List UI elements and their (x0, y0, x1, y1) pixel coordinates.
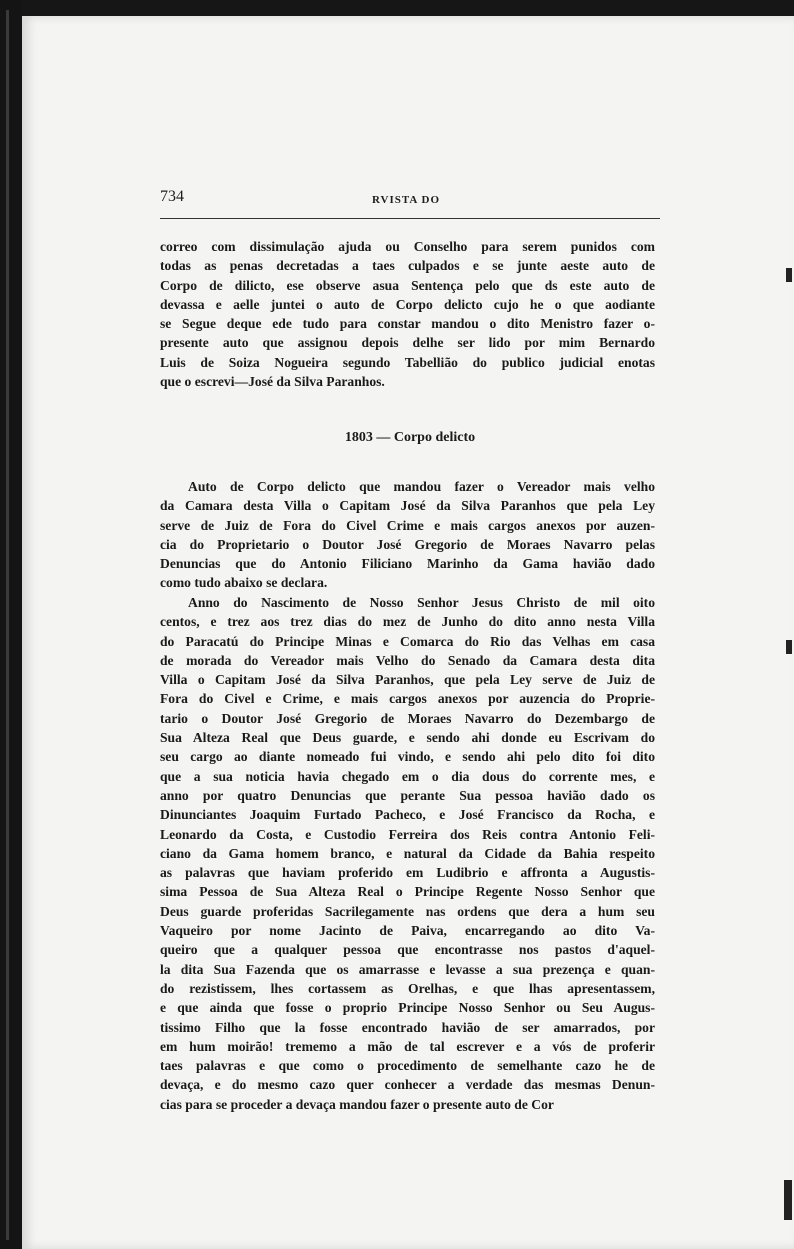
text-line: devaça, e do mesmo cazo quer conhecer a verdade das mesmas Denun- (160, 1077, 655, 1093)
text-line: se Segue deque ede tudo para constar mandou o dito Menistro fazer o- (160, 316, 655, 332)
text-line: Auto de Corpo delicto que mandou fazer o Vereador mais velho (188, 479, 655, 494)
page-header (160, 188, 660, 218)
text-line: da Camara desta Villa o Capitam José da Silva Paranhos que pela Ley (160, 498, 655, 514)
running-head: RVISTA DO (372, 194, 441, 206)
text-line: Sua Alteza Real que Deus guarde, e sendo ahi donde eu Escrivam do (160, 730, 655, 746)
text-line: tissimo Filho que la fosse encontrado havião de ser amarrados, por (160, 1019, 655, 1035)
page-number: 734 (160, 188, 184, 205)
paragraph-1 (160, 237, 655, 391)
text-line: Vaqueiro por nome Jacinto de Paiva, encarregando ao dito Va- (160, 923, 655, 939)
text-line: ciano da Gama homem branco, e natural da Cidade da Bahia respeito (160, 845, 655, 861)
text-line: Villa o Capitam José da Silva Paranhos, que pela Ley serve de Juiz de (160, 672, 655, 688)
text-line: seu cargo ao diante nomeado fui vindo, e sendo ahi pelo dito foi dito (160, 749, 655, 765)
text-line: anno por quatro Denuncias que perante Sua pessoa havião dado os (160, 787, 655, 803)
text-line: taes palavras e que como o procedimento de semelhante cazo he de (160, 1058, 655, 1074)
text-line: queiro que a qualquer pessoa que encontrasse nos pastos d'aquel- (160, 942, 655, 958)
text-line: de morada do Vereador mais Velho do Senado da Camara desta dita (160, 652, 655, 668)
scan-left-border (0, 0, 22, 1249)
text-line: cias para se proceder a devaça mandou fazer o presente auto de Cor (160, 1096, 554, 1112)
text-line: Anno do Nascimento de Nosso Senhor Jesus Christo de mil oito (188, 595, 655, 610)
paragraph-2 (160, 477, 655, 593)
text-line: Deus guarde proferidas Sacrilegamente nas ordens que dera a hum seu (160, 903, 655, 919)
text-line: centos, e trez aos trez dias do mez de Junho do dito anno nesta Villa (160, 614, 655, 630)
text-line: do Paracatú do Principe Minas e Comarca do Rio das Velhas em casa (160, 633, 655, 649)
text-line: Fora do Civel e Crime, e mais cargos anexos por auzencia do Proprie- (160, 691, 655, 707)
scan-right-marks (774, 0, 794, 1249)
text-line: presente auto que assignou depois delhe ser lido por mim Bernardo (160, 335, 655, 351)
text-line: Denuncias que do Antonio Filiciano Marinho da Gama havião dado (160, 556, 655, 572)
text-line: que a sua noticia havia chegado em o dia dous do corrente mes, e (160, 768, 655, 784)
section-title: 1803 — Corpo delicto (344, 430, 476, 445)
text-line: as palavras que haviam proferido em Ludibrio e affronta a Augustis- (160, 865, 655, 881)
scan-top-border (0, 0, 794, 16)
text-line: Dinunciantes Joaquim Furtado Pacheco, e José Francisco da Rocha, e (160, 807, 655, 823)
text-line: cia do Proprietario o Doutor José Gregorio de Moraes Navarro pelas (160, 536, 655, 552)
text-line: e que ainda que fosse o proprio Principe Nosso Senhor ou Seu Augus- (160, 1000, 655, 1016)
text-line: Corpo de dilicto, ese observe asua Sentença pelo que ds este auto de (160, 277, 655, 293)
text-line: tario o Doutor José Gregorio de Moraes Navarro do Dezembargo de (160, 710, 655, 726)
header-rule (160, 218, 660, 219)
paragraph-3 (160, 593, 655, 1114)
text-line: serve de Juiz de Fora do Civel Crime e mais cargos anexos por auzen- (160, 517, 655, 533)
text-line: do rezistissem, lhes cortassem as Orelhas, e que lhas apresentassem, (160, 980, 655, 996)
text-line: sima Pessoa de Sua Alteza Real o Principe Regente Nosso Senhor que (160, 884, 655, 900)
text-line: la dita Sua Fazenda que os amarrasse e levasse a sua prezença e quan- (160, 961, 655, 977)
text-line: em hum moirão! trememo a mão de tal escrever e a vós de proferir (160, 1038, 655, 1054)
text-line: devassa e aelle juntei o auto de Corpo delicto cujo he o que aodiante (160, 296, 655, 312)
text-line: todas as penas decretadas a taes culpados e se junte aeste auto de (160, 258, 655, 274)
text-line: correo com dissimulação ajuda ou Conselho para serem punidos com (160, 239, 655, 254)
text-line: Luis de Soiza Nogueira segundo Tabellião do publico judicial enotas (160, 354, 655, 370)
text-line: como tudo abaixo se declara. (160, 575, 328, 591)
text-line: que o escrevi—José da Silva Paranhos. (160, 374, 385, 390)
text-line: Leonardo da Costa, e Custodio Ferreira dos Reis contra Antonio Feli- (160, 826, 655, 842)
